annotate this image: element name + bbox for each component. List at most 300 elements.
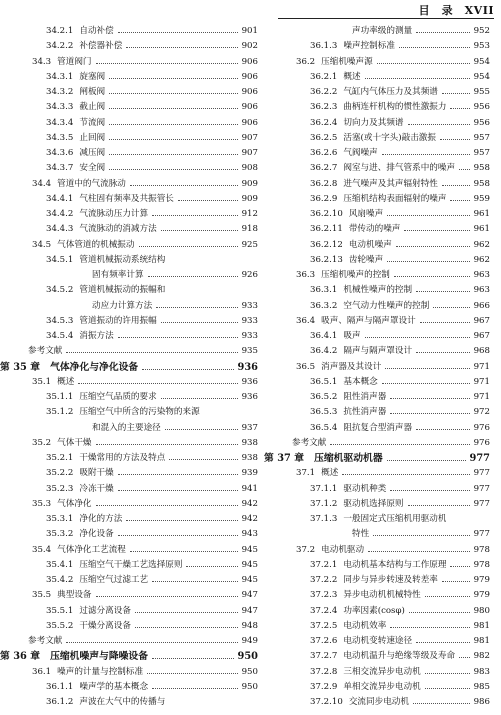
toc-entry-page: 936 bbox=[241, 392, 258, 402]
dot-leader bbox=[152, 581, 237, 582]
toc-entry-page: 971 bbox=[473, 376, 490, 387]
toc-entry-number: 34.4.1 bbox=[46, 193, 74, 204]
toc-entry-page: 962 bbox=[473, 239, 490, 250]
toc-entry-title: 特性 bbox=[352, 529, 370, 540]
dot-leader bbox=[142, 369, 233, 370]
toc-entry[interactable] bbox=[264, 527, 490, 542]
toc-entry-page: 925 bbox=[241, 239, 258, 250]
toc-entry[interactable] bbox=[264, 680, 490, 695]
toc-entry[interactable] bbox=[264, 314, 490, 329]
dot-leader bbox=[178, 200, 238, 201]
toc-entry[interactable] bbox=[0, 512, 258, 527]
toc-entry-number: 37.2.6 bbox=[310, 636, 338, 646]
toc-entry-page: 945 bbox=[241, 559, 258, 570]
toc-entry[interactable] bbox=[264, 146, 490, 161]
toc-entry[interactable] bbox=[0, 634, 258, 649]
dot-leader bbox=[139, 246, 238, 247]
toc-entry-page: 977 bbox=[473, 529, 490, 540]
dot-leader bbox=[147, 673, 238, 674]
toc-entry-page: 938 bbox=[241, 437, 258, 448]
toc-entry[interactable] bbox=[0, 161, 258, 176]
toc-entry[interactable] bbox=[264, 695, 490, 710]
toc-entry-title: 单相交流异步电动机 bbox=[343, 681, 421, 692]
toc-entry-number: 35.1.2 bbox=[46, 407, 74, 418]
toc-entry-page: 971 bbox=[473, 392, 490, 402]
toc-left-column bbox=[0, 24, 258, 710]
toc-entry[interactable] bbox=[264, 497, 490, 512]
dot-leader bbox=[382, 154, 470, 155]
toc-entry-number: 34.5.2 bbox=[46, 285, 74, 296]
toc-entry-title: 概述 bbox=[321, 468, 339, 479]
toc-entry-title: 压缩空气品质的要求 bbox=[79, 392, 157, 402]
toc-entry-title: 参考文献 bbox=[28, 636, 63, 646]
toc-entry-number: 36.3.1 bbox=[310, 285, 338, 296]
toc-entry-title: 净化设备 bbox=[79, 529, 114, 540]
toc-entry-title: 压缩空气中所含的污染物的来源 bbox=[79, 407, 200, 418]
dot-leader bbox=[161, 230, 238, 231]
toc-entry-page: 937 bbox=[241, 422, 258, 433]
toc-entry-page: 957 bbox=[473, 148, 490, 158]
toc-entry-page: 936 bbox=[241, 376, 258, 387]
toc-entry-number: 37.2 bbox=[296, 544, 316, 555]
toc-entry-page: 918 bbox=[241, 224, 258, 235]
toc-entry-title: 动应力计算方法 bbox=[92, 300, 153, 311]
dot-leader bbox=[156, 307, 237, 308]
dot-leader bbox=[442, 185, 470, 186]
dot-leader bbox=[330, 444, 469, 445]
toc-entry-title: 交流同步电动机 bbox=[348, 697, 409, 707]
dot-leader bbox=[66, 642, 237, 643]
toc-entry[interactable] bbox=[264, 222, 490, 237]
dot-leader bbox=[365, 78, 470, 79]
dot-leader bbox=[385, 368, 469, 369]
toc-entry-title: 管道阀门 bbox=[57, 56, 92, 67]
toc-entry-title: 截止阀 bbox=[79, 102, 106, 113]
toc-entry-number: 34.4.3 bbox=[46, 224, 74, 235]
toc-entry-title: 典型设备 bbox=[57, 590, 92, 601]
toc-entry-number: 34.3 bbox=[32, 56, 52, 67]
toc-entry-title: 电动机温升与绝缘等级及寿命 bbox=[343, 651, 456, 662]
toc-entry-title: 空气动力性噪声的控制 bbox=[343, 300, 430, 311]
toc-entry-number: 36.1.3 bbox=[310, 41, 338, 52]
toc-entry-title: 电动机驱动 bbox=[321, 544, 365, 555]
toc-entry-title: 压缩机噪声的控制 bbox=[321, 270, 390, 280]
toc-entry-page: 907 bbox=[241, 132, 258, 143]
toc-entry[interactable] bbox=[0, 375, 258, 390]
toc-entry-title: 带传动的噪声 bbox=[348, 224, 401, 235]
dot-leader bbox=[109, 93, 237, 94]
toc-entry-title: 气体净化与净化设备 bbox=[50, 361, 139, 373]
toc-entry[interactable] bbox=[0, 344, 258, 359]
toc-entry-page: 926 bbox=[241, 270, 258, 280]
toc-entry-title: 吸声 bbox=[343, 331, 361, 341]
toc-entry[interactable] bbox=[0, 253, 258, 268]
toc-entry-number: 37.2.7 bbox=[310, 651, 338, 662]
toc-entry[interactable] bbox=[264, 665, 490, 680]
toc-entry[interactable] bbox=[264, 390, 490, 405]
toc-entry-number: 34.4 bbox=[32, 178, 52, 189]
dot-leader bbox=[425, 596, 470, 597]
toc-entry-number: 35.2.1 bbox=[46, 453, 74, 463]
toc-entry-number: 36.1.1 bbox=[46, 681, 74, 692]
toc-entry-page: 947 bbox=[241, 590, 258, 601]
toc-entry-page: 977 bbox=[473, 468, 490, 479]
toc-entry-title: 概述 bbox=[57, 376, 75, 387]
toc-entry-number: 36.4 bbox=[296, 315, 316, 326]
toc-entry-title: 基本概念 bbox=[343, 376, 378, 387]
toc-entry[interactable] bbox=[0, 39, 258, 54]
toc-entry[interactable] bbox=[264, 131, 490, 146]
dot-leader bbox=[413, 703, 470, 704]
dot-leader bbox=[390, 627, 469, 628]
toc-entry[interactable] bbox=[264, 161, 490, 176]
toc-entry-number: 36.2.1 bbox=[310, 71, 338, 82]
toc-entry-number: 37.2.1 bbox=[310, 559, 338, 570]
toc-entry-number: 36.4.2 bbox=[310, 346, 338, 357]
toc-entry-page: 963 bbox=[473, 270, 490, 280]
toc-entry-number: 34.5.1 bbox=[46, 254, 74, 265]
toc-entry[interactable] bbox=[264, 329, 490, 344]
dot-leader bbox=[394, 276, 470, 277]
toc-entry-title: 驱动机种类 bbox=[343, 483, 387, 494]
toc-entry[interactable] bbox=[264, 116, 490, 131]
toc-entry[interactable] bbox=[0, 238, 258, 253]
toc-entry-number: 37.1.3 bbox=[310, 514, 338, 524]
toc-entry[interactable] bbox=[0, 588, 258, 603]
toc-entry[interactable] bbox=[264, 207, 490, 222]
toc-entry[interactable] bbox=[0, 314, 258, 329]
dot-leader bbox=[390, 490, 469, 491]
toc-entry-page: 977 bbox=[473, 483, 490, 494]
toc-entry-title: 气缸内气体压力及其频谱 bbox=[343, 87, 438, 97]
toc-entry[interactable] bbox=[264, 253, 490, 268]
toc-entry[interactable] bbox=[264, 649, 490, 664]
toc-entry-title: 闸板阀 bbox=[79, 87, 106, 97]
toc-entry[interactable] bbox=[264, 283, 490, 298]
toc-entry-title: 过滤分离设备 bbox=[79, 605, 131, 616]
dot-leader bbox=[109, 124, 237, 125]
toc-entry-page: 982 bbox=[473, 651, 490, 662]
toc-entry-page: 906 bbox=[241, 71, 258, 82]
toc-entry[interactable] bbox=[0, 527, 258, 542]
dot-leader bbox=[404, 230, 469, 231]
toc-entry-number: 34.3.4 bbox=[46, 117, 74, 128]
toc-entry[interactable] bbox=[264, 558, 490, 573]
toc-entry-number: 36.2.7 bbox=[310, 163, 338, 174]
dot-leader bbox=[368, 551, 469, 552]
dot-leader bbox=[152, 215, 237, 216]
toc-entry[interactable] bbox=[0, 70, 258, 85]
toc-entry[interactable] bbox=[264, 436, 490, 451]
toc-entry-number: 36.2.9 bbox=[310, 193, 338, 204]
dot-leader bbox=[109, 108, 237, 109]
toc-entry-title: 齿轮噪声 bbox=[348, 254, 384, 265]
dot-leader bbox=[135, 627, 238, 628]
toc-entry-number: 34.3.2 bbox=[46, 87, 74, 97]
dot-leader bbox=[433, 307, 469, 308]
dot-leader bbox=[109, 78, 237, 79]
toc-entry-title: 固有频率计算 bbox=[92, 270, 144, 280]
toc-entry[interactable] bbox=[264, 24, 490, 39]
toc-entry[interactable] bbox=[264, 604, 490, 619]
toc-entry-page: 933 bbox=[241, 331, 258, 341]
toc-entry[interactable] bbox=[0, 558, 258, 573]
toc-entry[interactable] bbox=[0, 604, 258, 619]
toc-entry-page: 954 bbox=[473, 56, 490, 67]
toc-entry-page: 945 bbox=[241, 575, 258, 585]
toc-entry-number: 37.2.4 bbox=[310, 605, 338, 616]
toc-entry[interactable] bbox=[0, 695, 258, 710]
toc-entry[interactable] bbox=[0, 207, 258, 222]
toc-entry-page: 961 bbox=[473, 224, 490, 235]
toc-entry-title: 一般固定式压缩机用驱动机 bbox=[343, 514, 447, 524]
toc-entry[interactable] bbox=[264, 421, 490, 436]
dot-leader bbox=[420, 322, 470, 323]
toc-entry[interactable] bbox=[0, 222, 258, 237]
toc-entry-title: 阻抗复合型消声器 bbox=[343, 422, 413, 433]
dot-leader bbox=[342, 474, 469, 475]
toc-entry[interactable] bbox=[0, 573, 258, 588]
toc-entry-title: 曲柄连杆机构的惯性激振力 bbox=[343, 102, 447, 113]
dot-leader bbox=[425, 673, 470, 674]
toc-entry-title: 噪声控制标准 bbox=[343, 41, 395, 52]
toc-right-column bbox=[264, 24, 490, 710]
toc-entry[interactable] bbox=[264, 100, 490, 115]
toc-entry[interactable] bbox=[264, 543, 490, 558]
toc-entry-title: 压缩机噪声与降噪设备 bbox=[50, 651, 149, 663]
toc-entry-title: 声波在大气中的传播与 bbox=[79, 697, 166, 707]
toc-entry[interactable] bbox=[264, 85, 490, 100]
dot-leader bbox=[96, 63, 238, 64]
toc-entry[interactable] bbox=[264, 299, 490, 314]
toc-entry-number: 35.4.2 bbox=[46, 575, 74, 585]
toc-entry-page: 954 bbox=[473, 71, 490, 82]
toc-entry[interactable] bbox=[0, 329, 258, 344]
toc-entry-page: 972 bbox=[473, 407, 490, 418]
toc-entry-title: 管道机械振动系统结构 bbox=[79, 254, 166, 265]
toc-entry[interactable] bbox=[0, 85, 258, 100]
toc-chapter-entry[interactable] bbox=[0, 649, 258, 664]
toc-chapter-entry[interactable] bbox=[0, 360, 258, 375]
dot-leader bbox=[96, 505, 238, 506]
toc-entry-title: 安全阀 bbox=[79, 163, 106, 174]
toc-entry-number: 36.5.4 bbox=[310, 422, 338, 433]
dot-leader bbox=[459, 169, 470, 170]
toc-entry-title: 吸声、隔声与隔声罩设计 bbox=[321, 315, 416, 326]
toc-entry[interactable] bbox=[264, 70, 490, 85]
toc-entry[interactable] bbox=[0, 665, 258, 680]
toc-entry[interactable] bbox=[0, 680, 258, 695]
toc-entry[interactable] bbox=[0, 146, 258, 161]
toc-entry[interactable] bbox=[0, 390, 258, 405]
toc-entry-page: 980 bbox=[473, 605, 490, 616]
toc-entry-title: 净化的方法 bbox=[79, 514, 123, 524]
toc-entry-title: 气体干燥 bbox=[57, 437, 92, 448]
toc-entry[interactable] bbox=[0, 177, 258, 192]
toc-entry[interactable] bbox=[264, 405, 490, 420]
toc-entry-page: 977 bbox=[473, 498, 490, 509]
toc-entry-page: 981 bbox=[473, 620, 490, 631]
toc-entry[interactable] bbox=[264, 55, 490, 70]
toc-entry-number: 37.2.2 bbox=[310, 575, 338, 585]
toc-entry-number: 34.2.1 bbox=[46, 26, 74, 36]
toc-entry-page: 961 bbox=[473, 209, 490, 219]
toc-entry-title: 气流脉动压力计算 bbox=[79, 209, 149, 219]
dot-leader bbox=[450, 108, 469, 109]
toc-entry-title: 压缩机噪声源 bbox=[321, 56, 373, 67]
toc-entry-number: 35.4 bbox=[32, 544, 52, 555]
toc-entry[interactable] bbox=[0, 421, 258, 436]
toc-entry[interactable] bbox=[0, 268, 258, 283]
toc-entry[interactable] bbox=[264, 177, 490, 192]
toc-entry-title: 阀室与进、排气管系中的噪声 bbox=[343, 163, 456, 174]
toc-entry-page: 958 bbox=[473, 163, 490, 174]
toc-entry[interactable] bbox=[264, 360, 490, 375]
toc-entry-page: 967 bbox=[473, 315, 490, 326]
toc-entry[interactable] bbox=[0, 466, 258, 481]
dot-leader bbox=[135, 612, 238, 613]
toc-entry-number: 37.2.5 bbox=[310, 620, 338, 631]
toc-entry-title: 参考文献 bbox=[292, 437, 327, 448]
toc-entry[interactable] bbox=[0, 100, 258, 115]
toc-chapter-entry[interactable] bbox=[264, 451, 490, 466]
toc-entry-page: 956 bbox=[473, 117, 490, 128]
toc-entry[interactable] bbox=[0, 405, 258, 420]
toc-entry[interactable] bbox=[0, 436, 258, 451]
toc-entry-title: 管道机械振动的振幅和 bbox=[79, 285, 166, 296]
toc-entry-page: 966 bbox=[473, 300, 490, 311]
toc-entry-number: 34.4.2 bbox=[46, 209, 74, 219]
toc-entry-page: 908 bbox=[241, 163, 258, 174]
toc-entry-number: 36.2.2 bbox=[310, 87, 338, 97]
dot-leader bbox=[382, 383, 470, 384]
toc-entry[interactable] bbox=[264, 268, 490, 283]
toc-entry-number: 34.3.3 bbox=[46, 102, 74, 113]
toc-entry[interactable] bbox=[264, 573, 490, 588]
toc-entry-title: 电动机效率 bbox=[343, 620, 387, 631]
dot-leader bbox=[96, 596, 238, 597]
toc-entry-page: 941 bbox=[241, 483, 258, 494]
dot-leader bbox=[459, 657, 470, 658]
toc-entry-title: 声功率级的测量 bbox=[352, 26, 413, 36]
dot-leader bbox=[365, 337, 470, 338]
toc-entry[interactable] bbox=[264, 634, 490, 649]
dot-leader bbox=[118, 32, 238, 33]
toc-entry-page: 962 bbox=[473, 254, 490, 265]
toc-entry-number: 35.2 bbox=[32, 437, 52, 448]
toc-entry-number: 36.2.6 bbox=[310, 148, 338, 158]
toc-entry-number: 36.2.11 bbox=[310, 224, 343, 235]
toc-entry-page: 933 bbox=[241, 315, 258, 326]
toc-entry-page: 978 bbox=[473, 544, 490, 555]
toc-entry[interactable] bbox=[0, 131, 258, 146]
toc-entry-number: 37.1.2 bbox=[310, 498, 338, 509]
toc-entry-page: 939 bbox=[241, 468, 258, 479]
toc-entry[interactable] bbox=[0, 299, 258, 314]
toc-entry[interactable] bbox=[0, 482, 258, 497]
toc-entry-number: 35.4.1 bbox=[46, 559, 74, 570]
dot-leader bbox=[161, 322, 238, 323]
dot-leader bbox=[416, 291, 469, 292]
toc-entry-title: 隔声与隔声罩设计 bbox=[343, 346, 413, 357]
toc-entry[interactable] bbox=[0, 451, 258, 466]
toc-entry-number: 34.2.2 bbox=[46, 41, 74, 52]
toc-entry-title: 冷冻干燥 bbox=[79, 483, 114, 494]
toc-entry[interactable] bbox=[264, 512, 490, 527]
toc-entry-page: 942 bbox=[241, 498, 258, 509]
toc-entry[interactable] bbox=[0, 192, 258, 207]
dot-leader bbox=[399, 47, 470, 48]
toc-entry-page: 936 bbox=[237, 361, 258, 373]
toc-entry[interactable] bbox=[264, 39, 490, 54]
toc-entry-title: 止回阀 bbox=[79, 132, 106, 143]
toc-entry[interactable] bbox=[0, 283, 258, 298]
dot-leader bbox=[161, 398, 238, 399]
toc-entry-page: 963 bbox=[473, 285, 490, 296]
toc-entry[interactable] bbox=[264, 466, 490, 481]
toc-entry[interactable] bbox=[0, 55, 258, 70]
toc-entry-number: 36.5.1 bbox=[310, 376, 338, 387]
toc-entry[interactable] bbox=[264, 344, 490, 359]
toc-entry[interactable] bbox=[264, 588, 490, 603]
dot-leader bbox=[442, 93, 470, 94]
toc-entry[interactable] bbox=[0, 497, 258, 512]
toc-entry-number: 36.2.10 bbox=[310, 209, 343, 219]
toc-entry-title: 参考文献 bbox=[28, 346, 63, 357]
toc-entry-title: 旋塞阀 bbox=[79, 71, 106, 82]
toc-entry[interactable] bbox=[264, 238, 490, 253]
toc-entry-page: 938 bbox=[241, 453, 258, 463]
toc-entry-title: 异步电动机机械特性 bbox=[343, 590, 421, 601]
toc-entry-page: 901 bbox=[241, 26, 258, 36]
toc-entry-title: 概述 bbox=[343, 71, 361, 82]
toc-entry[interactable] bbox=[264, 375, 490, 390]
toc-entry-number: 34.3.6 bbox=[46, 148, 74, 158]
toc-entry-page: 957 bbox=[473, 132, 490, 143]
toc-entry[interactable] bbox=[264, 482, 490, 497]
toc-entry-page: 968 bbox=[473, 346, 490, 357]
toc-entry-page: 909 bbox=[241, 178, 258, 189]
dot-leader bbox=[109, 169, 237, 170]
toc-entry-number: 35.3 bbox=[32, 498, 52, 509]
toc-entry-number: 35.1 bbox=[32, 376, 52, 387]
toc-entry-title: 压缩空气干燥工艺选择原则 bbox=[79, 559, 183, 570]
toc-entry-number: 36.2.8 bbox=[310, 178, 338, 189]
toc-entry[interactable] bbox=[264, 192, 490, 207]
toc-entry-page: 906 bbox=[241, 87, 258, 97]
toc-entry-title: 消振方法 bbox=[79, 331, 114, 341]
toc-entry-title: 吸附干燥 bbox=[79, 468, 114, 479]
dot-leader bbox=[152, 658, 234, 659]
toc-entry[interactable] bbox=[0, 24, 258, 39]
toc-entry-page: 971 bbox=[473, 361, 490, 372]
toc-entry[interactable] bbox=[264, 619, 490, 634]
header-label: 目 录 XVII bbox=[418, 4, 494, 17]
toc-entry-title: 干燥常用的方法及特点 bbox=[79, 453, 166, 463]
toc-entry[interactable] bbox=[0, 543, 258, 558]
toc-entry[interactable] bbox=[0, 619, 258, 634]
toc-entry-page: 976 bbox=[473, 437, 490, 448]
toc-entry-page: 976 bbox=[473, 422, 490, 433]
toc-entry-title: 电动机基本结构与工作原理 bbox=[343, 559, 447, 570]
toc-entry-title: 气柱固有频率及共振管长 bbox=[79, 193, 174, 204]
toc-entry[interactable] bbox=[0, 116, 258, 131]
dot-leader bbox=[377, 63, 470, 64]
toc-entry-page: 943 bbox=[241, 529, 258, 540]
toc-entry-number: 36.4.1 bbox=[310, 331, 338, 341]
toc-entry-number: 34.5.3 bbox=[46, 315, 74, 326]
toc-entry-title: 气体净化工艺流程 bbox=[57, 544, 126, 555]
